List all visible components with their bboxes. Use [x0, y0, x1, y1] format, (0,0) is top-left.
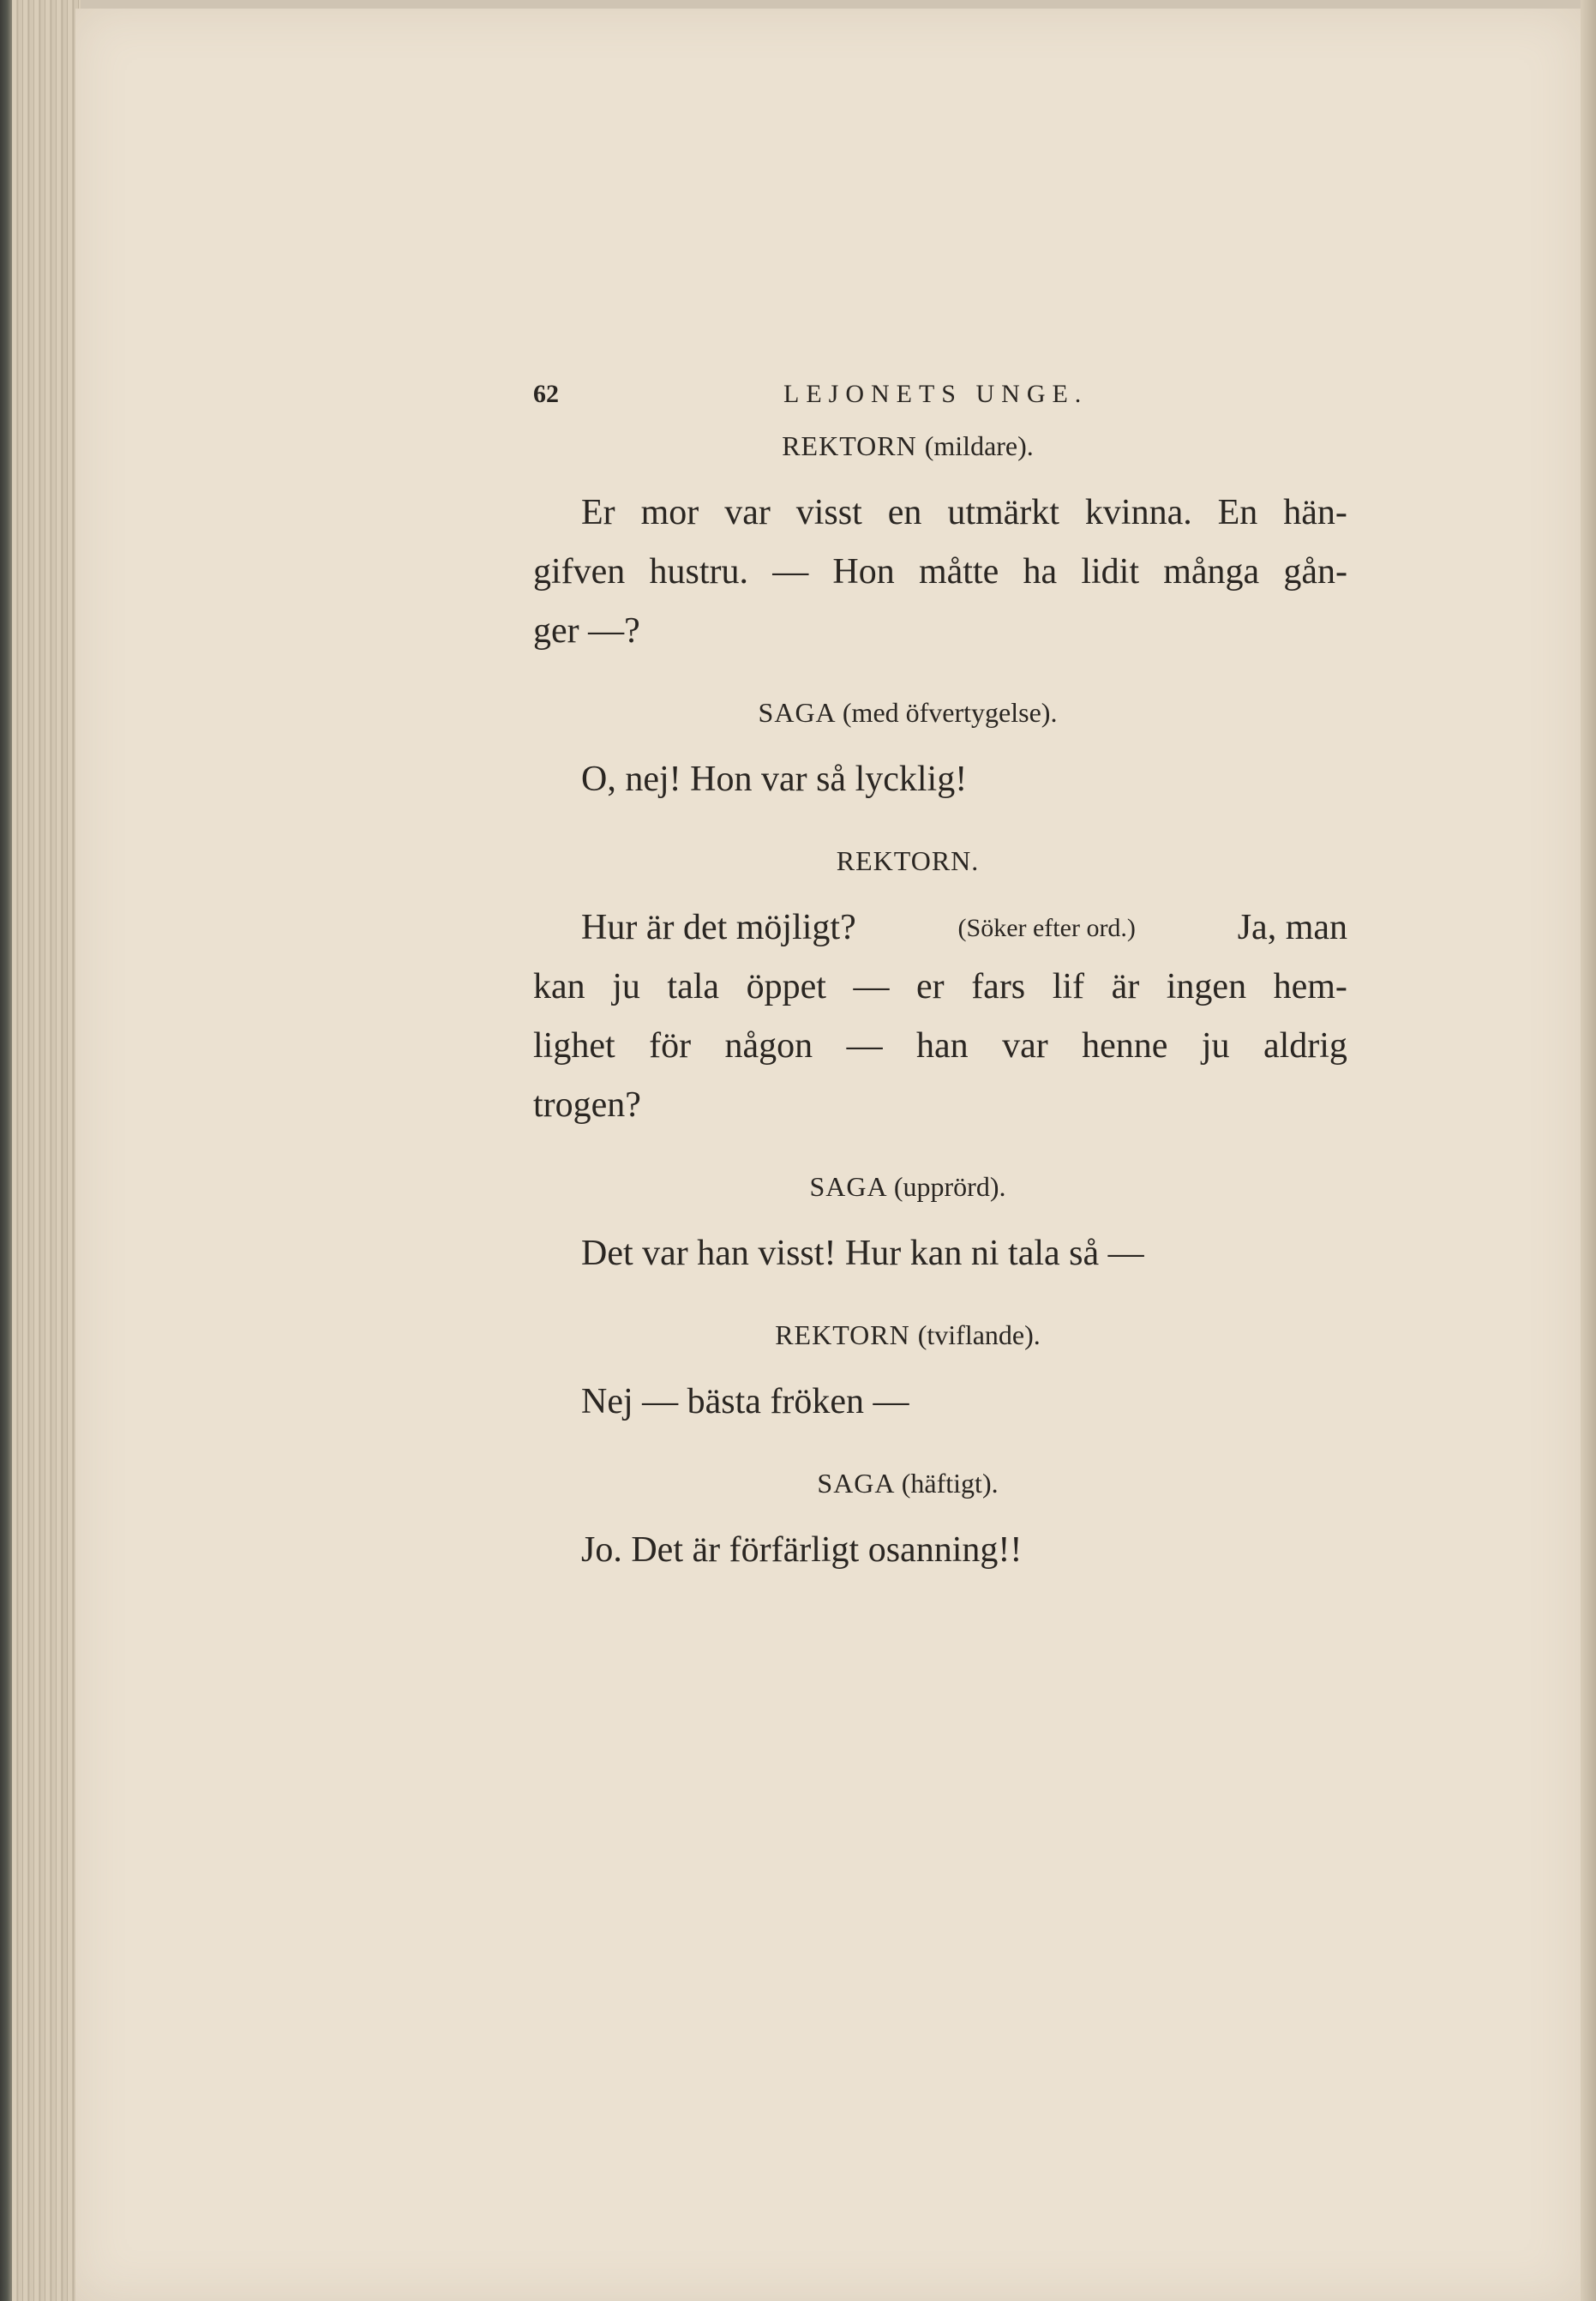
speaker-name: SAGA [758, 697, 835, 728]
speech [458, 484, 1358, 661]
word: hän- [1283, 493, 1347, 532]
speech-line [533, 898, 1347, 958]
speaker-name: SAGA [809, 1171, 886, 1202]
speech-line: Jo. Det är förfärligt osanning!! [581, 1530, 1023, 1570]
word: var [1002, 1026, 1048, 1066]
stage-direction: (mildare). [924, 430, 1034, 461]
word: Er [581, 493, 615, 532]
speech-line: Nej — bästa fröken — [581, 1382, 909, 1421]
word: aldrig [1263, 1026, 1347, 1066]
word: han [915, 1026, 969, 1066]
word: gån- [1283, 552, 1347, 592]
speaker-name: REKTORN. [836, 845, 980, 876]
word: lidit [1081, 552, 1139, 592]
speaker-heading [458, 1309, 1358, 1361]
word: måtte [918, 552, 999, 592]
word: var [724, 493, 771, 532]
speech-line [533, 1017, 1347, 1076]
word: någon [724, 1026, 813, 1066]
word: Hon [832, 552, 895, 592]
stage-direction: (tviflande). [917, 1319, 1041, 1350]
word: — [853, 967, 890, 1006]
speaker-name: SAGA [817, 1468, 894, 1499]
speech-line: trogen? [533, 1085, 641, 1125]
running-title: LEJONETS UNGE. [783, 380, 1089, 408]
word: tala [667, 967, 720, 1006]
speech-line [533, 543, 1347, 602]
stage-direction: (upprörd). [893, 1171, 1006, 1202]
word: för [649, 1026, 692, 1066]
speech-line [533, 958, 1347, 1017]
speech-line: O, nej! Hon var så lycklig! [581, 760, 968, 799]
word: ingen [1166, 967, 1247, 1006]
speech-text: Hur är det möjligt? [581, 908, 856, 947]
word: En [1217, 493, 1258, 532]
speech [458, 898, 1358, 1135]
word: gifven [533, 552, 626, 592]
word: ju [612, 967, 640, 1006]
word: många [1163, 552, 1260, 592]
word: ju [1201, 1026, 1230, 1066]
book-binding [0, 0, 12, 2301]
stage-direction: (med öfvertygelse). [842, 697, 1058, 728]
word: fars [971, 967, 1026, 1006]
speaker-name: REKTORN [775, 1319, 910, 1350]
speech-line [533, 484, 1347, 543]
page-edges [12, 0, 81, 2301]
speaker-heading [458, 835, 1358, 886]
word: kan [533, 967, 585, 1006]
word: kvinna. [1084, 493, 1192, 532]
word: lif [1052, 967, 1085, 1006]
speech [458, 1373, 1358, 1432]
word: ha [1023, 552, 1058, 592]
word: mor [640, 493, 699, 532]
word: henne [1082, 1026, 1168, 1066]
page-content [458, 369, 1358, 1606]
speaker-heading [458, 1457, 1358, 1509]
word: hustru. [649, 552, 748, 592]
speaker-heading [458, 687, 1358, 738]
word: visst [795, 493, 862, 532]
running-head [458, 369, 1358, 420]
word: — [772, 552, 809, 592]
right-page-edge [1581, 0, 1596, 2301]
speech [458, 1521, 1358, 1580]
speech [458, 1224, 1358, 1283]
word: öppet [746, 967, 826, 1006]
speaker-heading [458, 420, 1358, 472]
word: er [916, 967, 945, 1006]
page-number: 62 [533, 380, 559, 408]
speaker-name: REKTORN [782, 430, 917, 461]
speech-line: Det var han visst! Hur kan ni tala så — [581, 1234, 1144, 1273]
word: hem- [1273, 967, 1347, 1006]
speech-line: ger —? [533, 611, 640, 651]
word: lighet [533, 1026, 615, 1066]
word: — [846, 1026, 883, 1066]
word: en [887, 493, 922, 532]
stage-direction: (häftigt). [901, 1468, 999, 1499]
stage-direction: (Söker efter ord.) [957, 914, 1136, 942]
speaker-heading [458, 1161, 1358, 1212]
word: utmärkt [947, 493, 1059, 532]
word: är [1111, 967, 1140, 1006]
speech-text: Ja, man [1237, 908, 1347, 947]
speech [458, 750, 1358, 809]
